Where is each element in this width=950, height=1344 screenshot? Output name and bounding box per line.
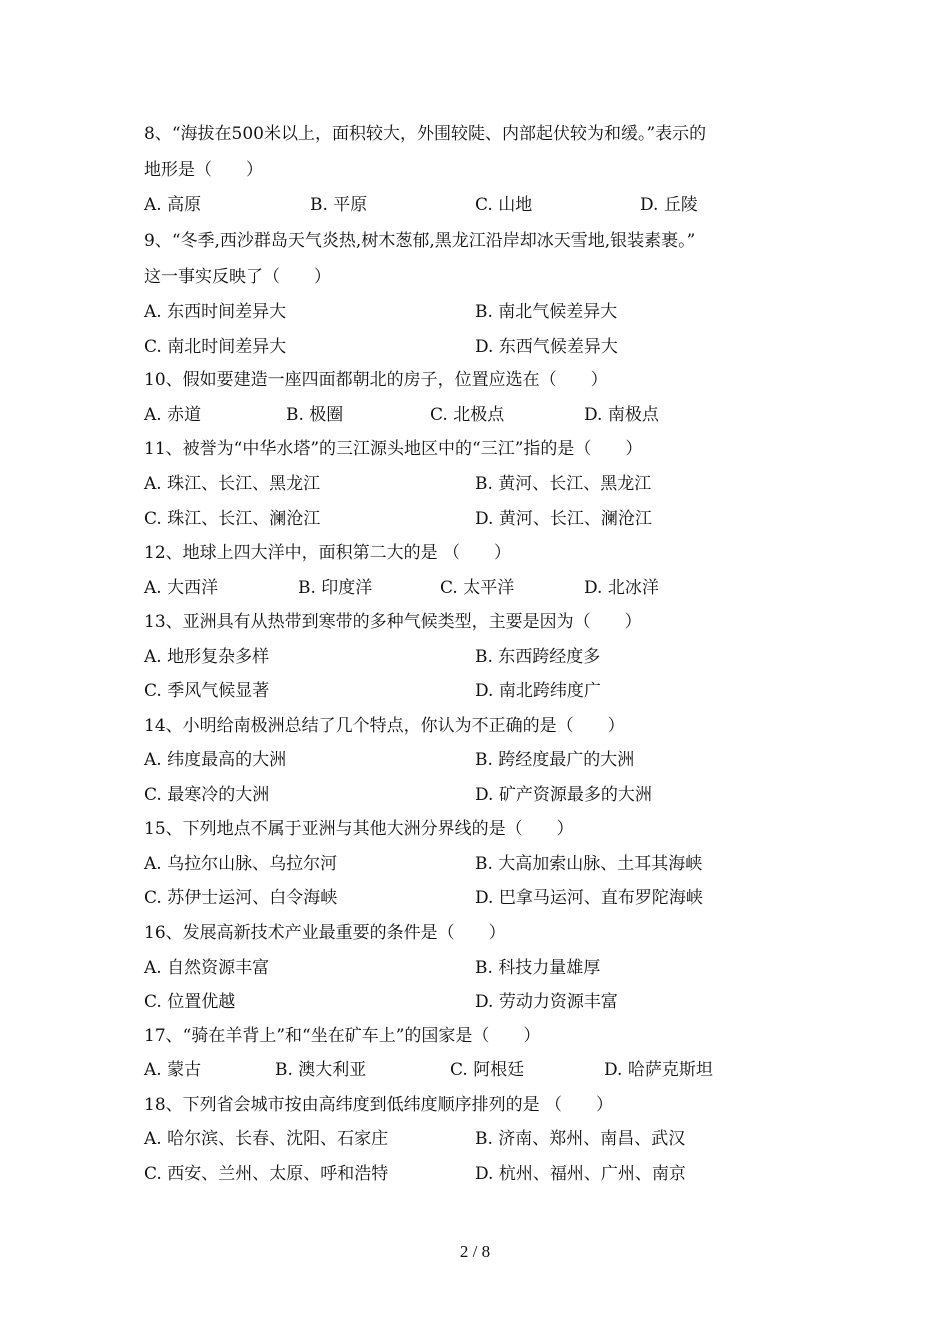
option-d: D. 北冰洋 [584,578,659,598]
option-d: D. 哈萨克斯坦 [604,1060,713,1080]
question-text: 16、发展高新技术产业最重要的条件是（ ） [144,923,506,943]
option-d: D. 南极点 [584,405,659,425]
option-a: A. 地形复杂多样 [144,647,270,667]
option-c: C. 最寒冷的大洲 [144,785,270,805]
option-a: A. 高原 [144,195,202,215]
question-text: 18、下列省会城市按由高纬度到低纬度顺序排列的是 （ ） [144,1095,614,1115]
option-b: B. 印度洋 [298,578,373,598]
option-d: D. 巴拿马运河、直布罗陀海峡 [475,888,703,908]
option-b: B. 平原 [310,195,368,215]
option-c: C. 北极点 [430,405,505,425]
option-d: D. 矿产资源最多的大洲 [475,785,652,805]
option-c: C. 位置优越 [144,992,236,1012]
question-text: 13、亚洲具有从热带到寒带的多种气候类型，主要是因为（ ） [144,612,642,632]
option-c: C. 太平洋 [440,578,515,598]
option-c: C. 季风气候显著 [144,681,270,701]
option-a: A. 纬度最高的大洲 [144,750,287,770]
option-d: D. 杭州、福州、广州、南京 [475,1164,686,1184]
option-c: C. 南北时间差异大 [144,337,287,357]
option-b: B. 济南、郑州、南昌、武汉 [475,1129,686,1149]
question-text: 9、“冬季,西沙群岛天气炎热,树木葱郁,黑龙江沿岸却冰天雪地,银装素裹。” [144,231,696,251]
option-a: A. 乌拉尔山脉、乌拉尔河 [144,854,338,874]
question-text: 11、被誉为“中华水塔”的三江源头地区中的“三江”指的是（ ） [144,439,643,459]
option-b: B. 澳大利亚 [275,1060,367,1080]
question-text: 17、“骑在羊背上”和“坐在矿车上”的国家是（ ） [144,1026,541,1046]
question-text: 地形是（ ） [144,160,263,180]
question-text: 15、下列地点不属于亚洲与其他大洲分界线的是（ ） [144,819,574,839]
option-d: D. 丘陵 [640,195,698,215]
option-b: B. 黄河、长江、黑龙江 [475,474,652,494]
option-d: D. 黄河、长江、澜沧江 [475,509,652,529]
option-a: A. 蒙古 [144,1060,202,1080]
option-c: C. 阿根廷 [450,1060,525,1080]
option-b: B. 跨经度最广的大洲 [475,750,635,770]
option-b: B. 科技力量雄厚 [475,958,601,978]
option-b: B. 东西跨经度多 [475,647,601,667]
option-a: A. 自然资源丰富 [144,958,270,978]
option-b: B. 南北气候差异大 [475,302,618,322]
question-text: 12、地球上四大洋中，面积第二大的是 （ ） [144,543,512,563]
question-text: 8、“海拔在500米以上，面积较大，外围较陡、内部起伏较为和缓。”表示的 [144,124,707,144]
option-b: B. 大高加索山脉、土耳其海峡 [475,854,703,874]
question-text: 14、小明给南极洲总结了几个特点，你认为不正确的是（ ） [144,716,625,736]
option-a: A. 赤道 [144,405,202,425]
option-a: A. 大西洋 [144,578,219,598]
option-c: C. 西安、兰州、太原、呼和浩特 [144,1164,389,1184]
option-d: D. 东西气候差异大 [475,337,618,357]
option-a: A. 东西时间差异大 [144,302,287,322]
option-d: D. 劳动力资源丰富 [475,992,618,1012]
option-b: B. 极圈 [286,405,344,425]
question-text: 10、假如要建造一座四面都朝北的房子，位置应选在（ ） [144,370,608,390]
page-number: 2 / 8 [459,1242,491,1261]
option-a: A. 珠江、长江、黑龙江 [144,474,321,494]
option-c: C. 山地 [475,195,533,215]
option-c: C. 珠江、长江、澜沧江 [144,509,321,529]
option-a: A. 哈尔滨、长春、沈阳、石家庄 [144,1129,389,1149]
option-d: D. 南北跨纬度广 [475,681,601,701]
option-c: C. 苏伊士运河、白令海峡 [144,888,338,908]
question-text: 这一事实反映了（ ） [144,267,331,287]
